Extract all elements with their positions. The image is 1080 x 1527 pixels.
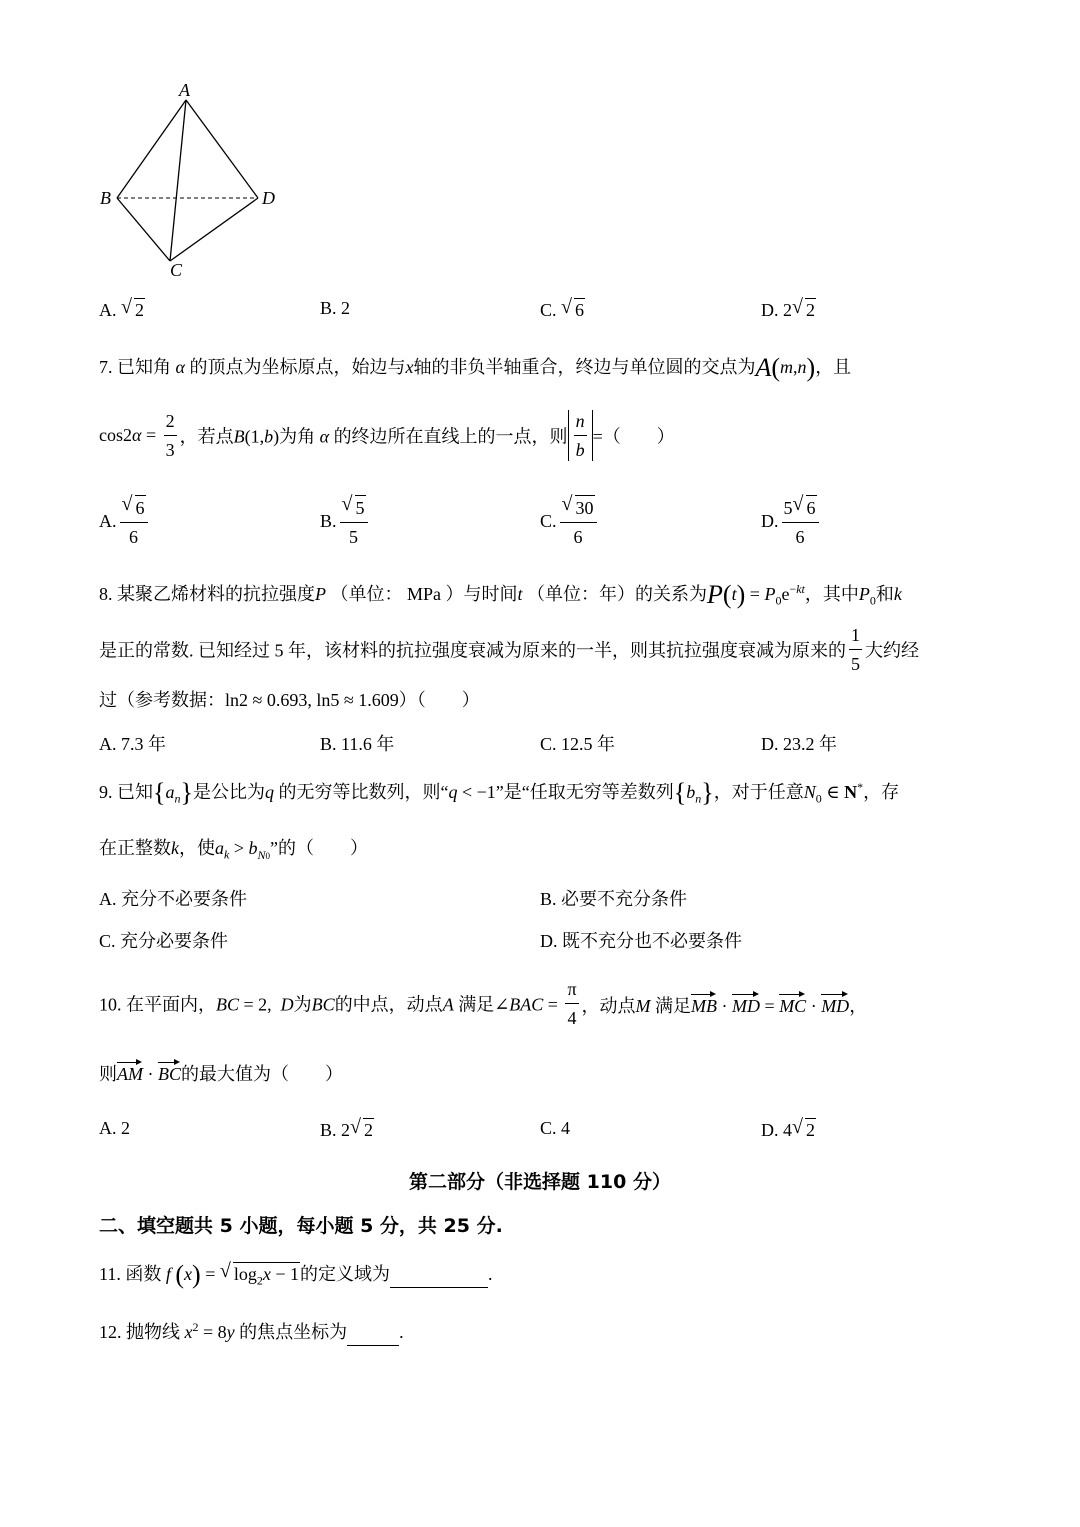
q8-line2: 是正的常数. 已知经过 5 年，该材料的抗拉强度衰减为原来的一半，则其抗拉强度衰减为原来的 $\frac{1}{5}$ 大约经 [99, 625, 919, 674]
label-c: C [170, 260, 183, 280]
q9-line1: 9. 已知$\{a_n\}$是公比为q 的无穷等比数列，则“q < −1”是“任取无穷等差数列$\{b_n\}$，对于任意$N_0$ ∈ N*，存 [99, 778, 900, 807]
q12-answer-blank[interactable] [347, 1324, 399, 1346]
q7-option-d[interactable]: D. $\frac{5√ 6}{6}$ [761, 495, 822, 548]
q10-line1: 10. 在平面内，BC = 2, D为BC的中点，动点A 满足∠BAC = $\frac{\pi}{4}$ ，动点M 满足MB · MD = MC · MD， [99, 979, 868, 1028]
q9-option-b[interactable]: B. 必要不充分条件 [540, 889, 688, 909]
q8-option-a[interactable]: A. 7.3 年 [99, 734, 166, 754]
q9-option-a[interactable]: A. 充分不必要条件 [99, 889, 247, 909]
q7-line1: 7. 已知角 α 的顶点为坐标原点，始边与x轴的非负半轴重合，终边与单位圆的交点为A(m,n)，且 [99, 353, 852, 382]
q10-option-d[interactable]: D. 4√ 2 [761, 1118, 816, 1141]
q8-option-c[interactable]: C. 12.5 年 [540, 734, 616, 754]
q8-option-d[interactable]: D. 23.2 年 [761, 734, 837, 754]
q9-option-d[interactable]: D. 既不充分也不必要条件 [540, 931, 742, 951]
edge-ad [186, 100, 258, 198]
q10-option-c[interactable]: C. 4 [540, 1118, 571, 1138]
edge-dc [170, 198, 258, 261]
q8-line1: 8. 某聚乙烯材料的抗拉强度P （单位： MPa ）与时间t （单位：年）的关系为$P(t) = P_0e^{-kt}$，其中$P_0$和k [99, 580, 902, 609]
q6-option-a[interactable]: A. √ 2 [99, 298, 145, 321]
q6-option-c[interactable]: C. √ 6 [540, 298, 585, 321]
q6-option-d[interactable]: D. 2√ 2 [761, 298, 816, 321]
q6-option-b[interactable]: B. 2 [320, 298, 351, 318]
edge-ab [117, 100, 186, 198]
q9-option-c[interactable]: C. 充分必要条件 [99, 931, 229, 951]
q10-line2: 则AM · BC的最大值为（ ） [99, 1058, 343, 1086]
label-d: D [262, 188, 275, 208]
q10-option-a[interactable]: A. 2 [99, 1118, 130, 1138]
tetrahedron-figure [90, 78, 290, 283]
q8-option-b[interactable]: B. 11.6 年 [320, 734, 395, 754]
q7-option-a[interactable]: A. √ $\frac{6}{6}$ [99, 495, 151, 548]
q10-option-b[interactable]: B. 2√ 2 [320, 1118, 374, 1141]
q12: 12. 抛物线 $x^2 = 8y$ 的焦点坐标为 . [99, 1318, 404, 1346]
label-b: B [100, 188, 111, 208]
q9-line2: 在正整数k，使$a_k > b_{N0}$”的（ ） [99, 838, 368, 862]
fill-section-heading: 二、填空题共 5 小题，每小题 5 分，共 25 分. [99, 1215, 503, 1237]
q7-option-b[interactable]: B. √ $\frac{5}{5}$ [320, 495, 371, 548]
q7-line2: cos2α = $\frac{2}{3}$ ，若点B(1,b)为角 α 的终边所在直线上的一点，则 $\frac{n}{b}$ =（ ） [99, 411, 675, 460]
q11-answer-blank[interactable] [390, 1266, 488, 1288]
edge-bc [117, 198, 170, 261]
q7-option-c[interactable]: C. √ $\frac{30}{6}$ [540, 495, 600, 548]
edge-ac [170, 100, 186, 261]
part2-heading: 第二部分（非选择题 110 分） [409, 1171, 671, 1193]
q8-line3: 过（参考数据：ln2 ≈ 0.693, ln5 ≈ 1.609）（ ） [99, 690, 480, 710]
q11: 11. 函数 f (x) = √ $\log_2x - 1$的定义域为 . [99, 1260, 493, 1289]
label-a: A [179, 80, 190, 100]
